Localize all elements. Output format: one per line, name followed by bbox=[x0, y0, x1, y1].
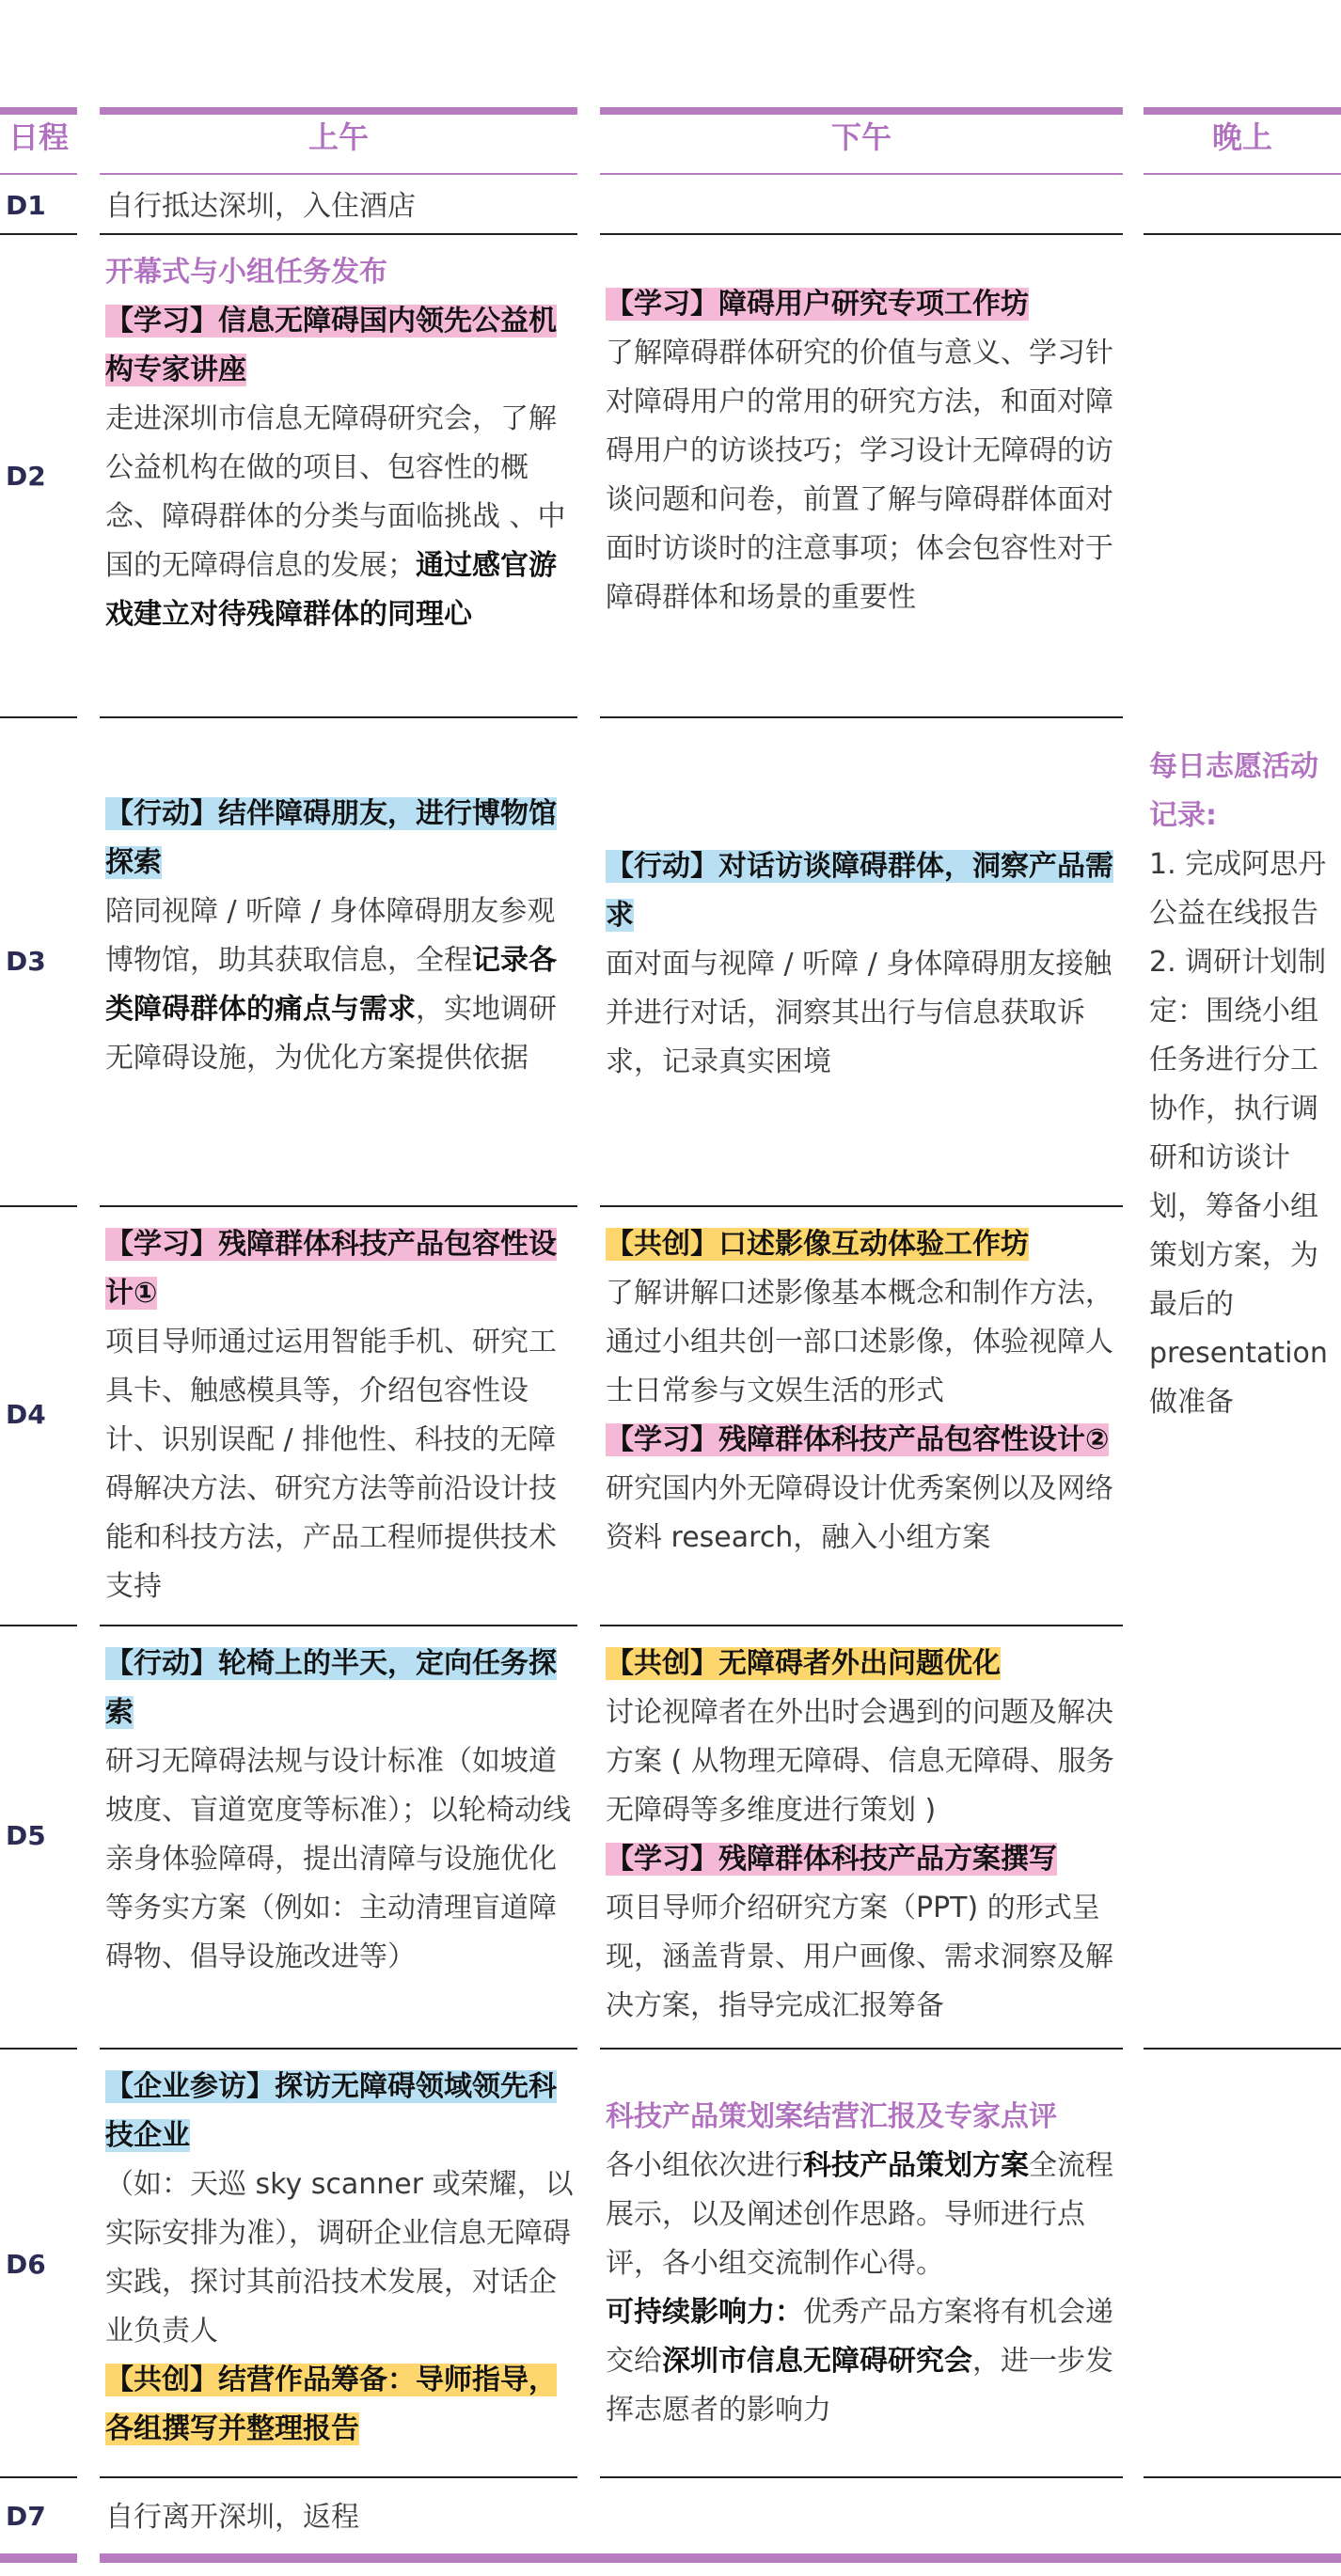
evening-cell bbox=[1149, 743, 1333, 1427]
d6-morning-tag: 【企业参访】探访无障碍领域领先科技企业 bbox=[105, 2070, 557, 2152]
row-divider-afternoon-d6 bbox=[600, 2476, 1123, 2478]
d5-afternoon-tag2: 【学习】残障群体科技产品方案撰写 bbox=[606, 1843, 1057, 1876]
row-divider-afternoon-d3 bbox=[600, 1205, 1123, 1207]
day-label-d7: D7 bbox=[6, 2501, 46, 2532]
d5-morning-tag: 【行动】轮椅上的半天，定向任务探索 bbox=[105, 1647, 557, 1729]
row-divider-morning-d5 bbox=[100, 2048, 577, 2050]
d3-morning-tag: 【行动】结伴障碍朋友，进行博物馆探索 bbox=[105, 797, 557, 879]
d1-morning-cell bbox=[105, 182, 576, 231]
d4-afternoon-tag2: 【学习】残障群体科技产品包容性设计② bbox=[606, 1423, 1110, 1456]
d4-morning-cell bbox=[105, 1220, 576, 1611]
d3-morning-bold: 记录各类障碍群体的痛点与需求 bbox=[105, 944, 557, 1026]
day-label-d4: D4 bbox=[6, 1399, 46, 1430]
d4-morning-tag: 【学习】残障群体科技产品包容性设计① bbox=[105, 1228, 557, 1310]
d6-morning-body: （如：天巡 sky scanner 或荣耀，以实际安排为准），调研企业信息无障碍实践，探讨其前沿技术发展，对话企业负责人 bbox=[105, 2168, 574, 2348]
row-divider-evening-d5 bbox=[1144, 2048, 1341, 2050]
header-divider-afternoon bbox=[600, 173, 1123, 175]
d3-afternoon-tag: 【行动】对话访谈障碍群体，洞察产品需求 bbox=[606, 850, 1113, 932]
day-label-d1: D1 bbox=[6, 190, 46, 221]
d7-morning-text: 自行离开深圳，返程 bbox=[105, 2501, 359, 2534]
d3-morning-cell bbox=[105, 790, 576, 1083]
row-divider-afternoon-d2 bbox=[600, 716, 1123, 718]
header-bar-morning bbox=[100, 107, 577, 115]
d6-afternoon-bold2: 可持续影响力： bbox=[606, 2296, 803, 2329]
row-divider-morning-d6 bbox=[100, 2476, 577, 2478]
row-divider-schedule-d1 bbox=[0, 233, 77, 235]
row-divider-evening-d1 bbox=[1144, 233, 1341, 235]
d5-afternoon-cell bbox=[606, 1640, 1121, 2031]
d2-morning-title: 开幕式与小组任务发布 bbox=[105, 256, 387, 289]
header-schedule: 日程 bbox=[8, 119, 69, 155]
d2-morning-cell bbox=[105, 248, 576, 639]
d6-afternoon-body4: ，进一步发挥志愿者的影响力 bbox=[606, 2345, 1113, 2427]
d5-morning-body: 研习无障碍法规与设计标准（如坡道坡度、盲道宽度等标准）；以轮椅动线亲身体验障碍，提出清障与设施优化等务实方案（例如：主动清理盲道障碍物、倡导设施改进等） bbox=[105, 1745, 571, 1973]
header-bar-schedule bbox=[0, 107, 77, 115]
evening-title: 每日志愿活动记录: bbox=[1149, 750, 1318, 832]
d4-afternoon-cell bbox=[606, 1220, 1121, 1563]
header-divider-schedule bbox=[0, 173, 77, 175]
row-divider-evening-d6 bbox=[1144, 2476, 1341, 2478]
d4-afternoon-body2: 研究国内外无障碍设计优秀案例以及网络资料 research，融入小组方案 bbox=[606, 1472, 1113, 1554]
row-divider-afternoon-d5 bbox=[600, 2048, 1123, 2050]
evening-item-1: 1. 完成阿思丹公益在线报告 bbox=[1149, 848, 1327, 930]
d4-morning-body: 项目导师通过运用智能手机、研究工具卡、触感模具等，介绍包容性设计、识别误配 / 排他性、科技的无障碍解决方法、研究方法等前沿设计技能和科技方法，产品工程师提供技术支持 bbox=[105, 1326, 557, 1603]
d2-morning-tag: 【学习】信息无障碍国内领先公益机构专家讲座 bbox=[105, 305, 557, 386]
d6-afternoon-title: 科技产品策划案结营汇报及专家点评 bbox=[606, 2100, 1057, 2133]
evening-item-2: 2. 调研计划制定：围绕小组任务进行分工协作，执行调研和访谈计划，筹备小组策划方案，为最后的 presentation 做准备 bbox=[1149, 946, 1328, 1419]
d6-afternoon-cell bbox=[606, 2093, 1121, 2435]
row-divider-schedule-d3 bbox=[0, 1205, 77, 1207]
row-divider-morning-d3 bbox=[100, 1205, 577, 1207]
row-divider-schedule-d2 bbox=[0, 716, 77, 718]
header-evening: 晚上 bbox=[1211, 119, 1272, 155]
d3-afternoon-body: 面对面与视障 / 听障 / 身体障碍朋友接触并进行对话，洞察其出行与信息获取诉求，记录真实困境 bbox=[606, 948, 1112, 1078]
row-divider-afternoon-d4 bbox=[600, 1625, 1123, 1626]
d6-afternoon-body1: 各小组依次进行 bbox=[606, 2149, 803, 2182]
d4-afternoon-body1: 了解讲解口述影像基本概念和制作方法，通过小组共创一部口述影像，体验视障人士日常参与文娱生活的形式 bbox=[606, 1277, 1113, 1407]
d3-afternoon-cell bbox=[606, 842, 1121, 1087]
row-divider-schedule-d6 bbox=[0, 2476, 77, 2478]
d5-afternoon-body1: 讨论视障者在外出时会遇到的问题及解决方案 ( 从物理无障碍、信息无障碍、服务无障碍等多维度进行策划 ) bbox=[606, 1696, 1114, 1827]
d2-afternoon-body: 了解障碍群体研究的价值与意义、学习针对障碍用户的常用的研究方法，和面对障碍用户的访谈技巧；学习设计无障碍的访谈问题和问卷，前置了解与障碍群体面对面时访谈时的注意事项；体会包容性对于障碍群体和场景的重要性 bbox=[606, 337, 1113, 614]
d3-morning-body1: 陪同视障 / 听障 / 身体障碍朋友参观博物馆，助其获取信息，全程 bbox=[105, 895, 556, 977]
d6-afternoon-body3: 优秀产品方案将有机会递交给 bbox=[606, 2296, 1113, 2378]
header-afternoon: 下午 bbox=[830, 119, 891, 155]
day-label-d6: D6 bbox=[6, 2249, 46, 2280]
header-divider-evening bbox=[1144, 173, 1341, 175]
d6-afternoon-bold3: 深圳市信息无障碍研究会 bbox=[662, 2345, 972, 2378]
day-label-d2: D2 bbox=[6, 461, 46, 492]
d4-afternoon-tag1: 【共创】口述影像互动体验工作坊 bbox=[606, 1228, 1029, 1261]
d7-morning-cell bbox=[105, 2493, 576, 2542]
header-morning: 上午 bbox=[308, 119, 369, 155]
header-divider-morning bbox=[100, 173, 577, 175]
row-divider-morning-d4 bbox=[100, 1625, 577, 1626]
day-label-d5: D5 bbox=[6, 1820, 46, 1851]
row-divider-morning-d2 bbox=[100, 716, 577, 718]
d2-afternoon-cell bbox=[606, 280, 1121, 622]
footer-bar-main bbox=[100, 2553, 1341, 2563]
d2-morning-bold: 通过感官游戏建立对待残障群体的同理心 bbox=[105, 549, 557, 631]
d6-afternoon-body2: 全流程展示，以及阐述创作思路。导师进行点评，各小组交流制作心得。 bbox=[606, 2149, 1113, 2280]
row-divider-afternoon-d1 bbox=[600, 233, 1123, 235]
row-divider-morning-d1 bbox=[100, 233, 577, 235]
d6-morning-cell bbox=[105, 2063, 576, 2454]
header-bar-afternoon bbox=[600, 107, 1123, 115]
d1-morning-text: 自行抵达深圳，入住酒店 bbox=[105, 190, 416, 223]
d6-morning-tag2: 【共创】结营作品筹备：导师指导，各组撰写并整理报告 bbox=[105, 2364, 557, 2445]
d5-afternoon-tag1: 【共创】无障碍者外出问题优化 bbox=[606, 1647, 1001, 1680]
row-divider-schedule-d4 bbox=[0, 1625, 77, 1626]
d5-afternoon-body2: 项目导师介绍研究方案（PPT) 的形式呈现，涵盖背景、用户画像、需求洞察及解决方案，指导完成汇报筹备 bbox=[606, 1892, 1113, 2022]
d5-morning-cell bbox=[105, 1640, 576, 1982]
d2-afternoon-tag: 【学习】障碍用户研究专项工作坊 bbox=[606, 288, 1029, 321]
d2-morning-body: 走进深圳市信息无障碍研究会，了解公益机构在做的项目、包容性的概念、障碍群体的分类与面临挑战 、中国的无障碍信息的发展； bbox=[105, 402, 566, 582]
day-label-d3: D3 bbox=[6, 946, 46, 977]
header-bar-evening bbox=[1144, 107, 1341, 115]
row-divider-schedule-d5 bbox=[0, 2048, 77, 2050]
footer-bar-schedule bbox=[0, 2553, 77, 2563]
d3-morning-body2: ，实地调研无障碍设施，为优化方案提供依据 bbox=[105, 993, 557, 1075]
d6-afternoon-bold1: 科技产品策划方案 bbox=[803, 2149, 1029, 2182]
